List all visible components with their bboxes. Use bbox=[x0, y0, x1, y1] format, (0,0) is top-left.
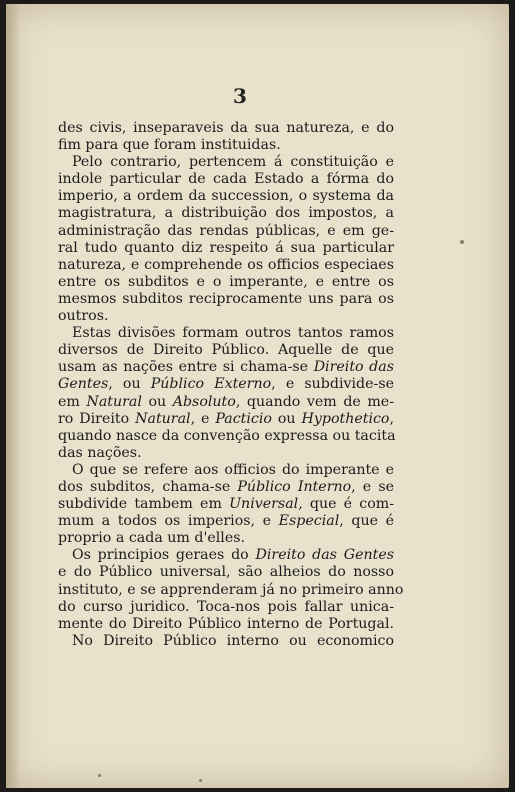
text-line: mesmos subditos reciprocamente uns para os bbox=[58, 290, 394, 307]
text-line: No Direito Público interno ou economico bbox=[72, 632, 394, 649]
text-line: quando nasce da convenção expressa ou tacita bbox=[58, 427, 396, 444]
text-line: O que se refere aos officios do imperante e bbox=[72, 461, 394, 478]
text-line: imperio, a ordem da succession, o systema da bbox=[58, 188, 394, 205]
text-line: das nações. bbox=[58, 444, 142, 461]
text-line: mente do Direito Público interno de Portugal. bbox=[58, 615, 394, 632]
text-line: Estas divisões formam outros tantos ramos bbox=[72, 325, 394, 342]
text-line: administração das rendas públicas, e em ge- bbox=[58, 222, 394, 239]
text-line: dos subditos, chama-se Público Interno, e se bbox=[58, 478, 395, 495]
text-line: indole particular de cada Estado a fórma do bbox=[58, 171, 394, 188]
text-line: mum a todos os imperios, e Especial, que é bbox=[58, 513, 394, 530]
text-line: natureza, e comprehende os officios especiaes bbox=[58, 256, 394, 273]
text-line: Gentes, ou Público Externo, e subdivide-se bbox=[58, 376, 394, 393]
text-line: Os principios geraes do Direito das Gentes bbox=[72, 547, 394, 564]
text-line: des civis, inseparaveis da sua natureza, e do bbox=[58, 120, 394, 136]
text-line: entre os subditos e o imperante, e entre os bbox=[58, 273, 394, 290]
text-line: ral tudo quanto diz respeito á sua particular bbox=[58, 239, 394, 256]
body-text bbox=[58, 120, 404, 650]
paper-speck bbox=[460, 240, 464, 244]
text-line: fim para que foram instituidas. bbox=[58, 137, 281, 154]
text-line: outros. bbox=[58, 308, 109, 325]
text-line: instituto, e se apprenderam já no primeiro anno bbox=[58, 581, 404, 598]
text-line: usam as nações entre si chama-se Direito das bbox=[58, 359, 394, 376]
page-number: 3 bbox=[233, 84, 247, 108]
text-line: do curso juridico. Toca-nos pois fallar unica- bbox=[58, 598, 394, 615]
page-gutter bbox=[6, 4, 20, 788]
paper-speck bbox=[98, 774, 101, 777]
text-line: magistratura, a distribuição dos impostos, a bbox=[58, 205, 394, 222]
text-line: em Natural ou Absoluto, quando vem de me- bbox=[58, 393, 395, 410]
paper-speck bbox=[199, 779, 202, 782]
text-line: e do Público universal, são alheios do nosso bbox=[58, 564, 394, 581]
text-line: ro Direito Natural, e Pacticio ou Hypothetico, bbox=[58, 410, 394, 427]
book-page bbox=[6, 4, 509, 788]
text-line: proprio a cada um d'elles. bbox=[58, 530, 246, 547]
text-line: subdivide tambem em Universal, que é com- bbox=[58, 496, 394, 513]
text-line: Pelo contrario, pertencem á constituição e bbox=[72, 154, 394, 171]
text-line: diversos de Direito Público. Aquelle de que bbox=[58, 342, 394, 359]
